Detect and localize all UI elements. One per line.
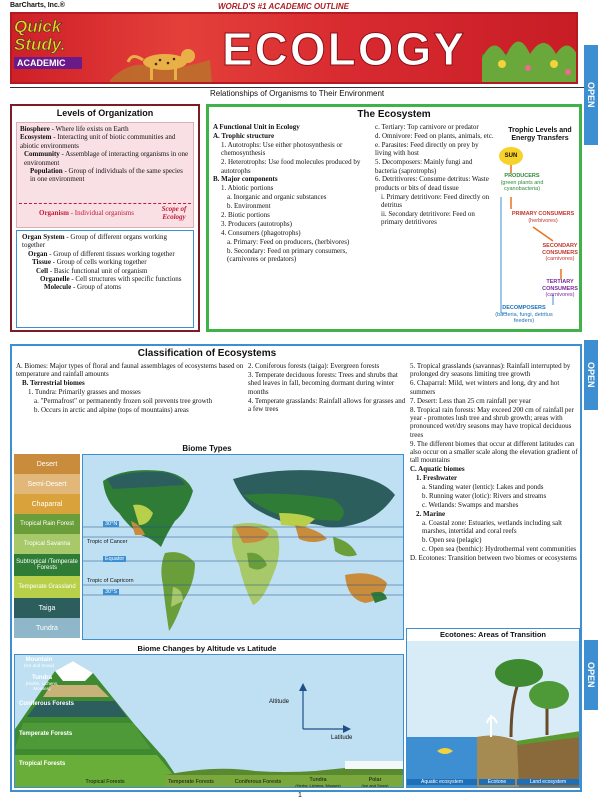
- level-molecule: Molecule - Group of atoms: [44, 283, 121, 292]
- legend-subtropical-forests: Subtropical /Temperate Forests: [14, 554, 80, 576]
- classification-col1: A. Biomes: Major types of floral and faunal assemblages of ecosystems based on temperature and rainfall amounts B. Terrestrial biomes 1. Tundra: Primarily grasses and mosses a. "Permafrost" or permanently frozen soil prevents tree growth b. Occurs in arctic and alpine (tops of mountains) areas: [16, 362, 244, 415]
- level-organelle: Organelle - Cell structures with specific functions: [40, 275, 182, 284]
- side-tab-mid: [584, 340, 598, 410]
- scope-line: [19, 203, 191, 204]
- brand-study: Study.: [14, 35, 66, 54]
- side-tab-bottom: [584, 640, 598, 710]
- legend-chaparral: Chaparral: [14, 494, 80, 514]
- bottom-coniferous-label: Coniferous Forests: [234, 779, 282, 785]
- altitude-axis-label: Altitude: [269, 699, 290, 705]
- level-organism: Organism - Individual organisms: [39, 209, 134, 217]
- side-tab-bottom-label: OPEN: [586, 662, 596, 688]
- level-community: Community - Assemblage of interacting organisms in one environment: [24, 150, 189, 167]
- level-ecosystem: Ecosystem - Interacting unit of biotic communities and abiotic environments: [20, 133, 176, 150]
- ecosystem-title: The Ecosystem: [357, 109, 431, 120]
- bottom-temperate-label: Temperate Forests: [168, 779, 214, 785]
- lat-30s-label: 30°S: [105, 589, 117, 595]
- equator-label: Equator: [105, 556, 125, 562]
- legend-tundra: Tundra: [14, 618, 80, 638]
- trophic-diagram: [493, 145, 583, 331]
- side-tab-top: [584, 45, 598, 145]
- tropic-cancer-label: Tropic of Cancer: [87, 539, 128, 545]
- legend-temperate-grassland: Temperate Grassland: [14, 576, 80, 598]
- ecotones-box: [406, 628, 580, 788]
- legend-taiga: Taiga: [14, 598, 80, 618]
- trophic-title: Trophic Levels and Energy Transfers: [508, 127, 572, 142]
- aquatic-ecosystem-label: Aquatic ecosystem: [407, 779, 477, 785]
- latitude-axis-label: Latitude: [331, 735, 353, 741]
- page-title: ECOLOGY: [222, 23, 467, 75]
- lat-30n-label: 30°N: [105, 521, 118, 527]
- bottom-polar-label: Polar (Ice and Snow): [361, 777, 389, 788]
- classification-panel: [10, 344, 582, 792]
- legend-tropical-savanna: Tropical Savanna: [14, 534, 80, 554]
- page-number: 1: [298, 792, 302, 799]
- ecosystem-panel: [206, 104, 582, 332]
- world-map: [82, 454, 404, 640]
- altitude-title: Biome Changes by Altitude vs Latitude: [137, 644, 277, 653]
- alt-mountain-label: Mountain (Ice and Snow): [23, 657, 55, 668]
- legend-tropical-rain-forest: Tropical Rain Forest: [14, 514, 80, 534]
- secondary-consumers-node: SECONDARY CONSUMERS (carnivores): [542, 243, 578, 262]
- classification-col3: 5. Tropical grasslands (savannas): Rainfall interrupted by prolonged dry seasons limiting tree growth 6. Chaparral: Mild, wet winters and long, dry and hot summers 7. Desert: Less than 25 cm rainfall per year 8. Tropical rain forests: May exceed 200 cm of rainfall per year - promotes lush tree and shrub growth; areas with pronounced wet/dry seasons may have tropical deciduous trees 9. The different biomes that occur at different latitudes can also occur on a smaller scale along the elevation gradient of tall mountains C. Aquatic biomes 1. Freshwater a. Standing water (lentic): Lakes and ponds b. Running water (lotic): Rivers and streams c. Wetlands: Swamps and marshes 2. Marine a. Coastal zone: Estuaries, wetlands including salt marshes, intertidal and coral reefs b. Open sea (pelagic) c. Open sea (benthic): Hydrothermal vent communities D. Ecotones: Transition between two biomes or ecosystems: [410, 362, 578, 562]
- levels-upper: [16, 122, 194, 228]
- land-ecosystem-label: Land ecosystem: [517, 779, 579, 785]
- alt-temperate-label: Temperate Forests: [19, 731, 73, 737]
- ecosystem-col2: c. Tertiary: Top carnivore or predator d. Omnivore: Feed on plants, animals, etc. e. Parasites: Feed directly on prey by living with host 5. Decomposers: Mainly fungi and bacteria (saprotrophs) 6. Detritivores: Consume detritus: Waste products or bits of dead tissue i. Primary detritivore: Feed directly on detritus ii. Secondary detritivore: Feed on primary detritivores: [375, 123, 494, 227]
- producers-node: PRODUCERS (green plants and cyanobacteria): [495, 173, 549, 193]
- levels-title: Levels of Organization: [56, 108, 154, 118]
- biome-map-title: Biome Types: [182, 444, 232, 453]
- altitude-diagram: [14, 654, 404, 788]
- publisher: BarCharts, Inc.®: [10, 2, 65, 9]
- bottom-tundra-label: Tundra (Herbs, Lichens, Mosses): [295, 777, 341, 788]
- leopard-image: [110, 30, 212, 84]
- level-biosphere: Biosphere - Where life exists on Earth: [20, 125, 129, 133]
- tropic-capricorn-label: Tropic of Capricorn: [87, 578, 134, 584]
- biome-legend: [14, 454, 80, 640]
- ecotones-title: Ecotones: Areas of Transition: [440, 630, 546, 639]
- scope-label: Scope of Ecology: [161, 205, 187, 222]
- sun-node: SUN: [499, 147, 523, 165]
- levels-panel: [10, 104, 200, 332]
- level-population: Population - Group of individuals of the same species in one environment: [30, 167, 183, 184]
- levels-lower: [16, 230, 194, 328]
- side-tab-mid-label: OPEN: [586, 362, 596, 388]
- tertiary-consumers-node: TERTIARY CONSUMERS (carnivores): [542, 279, 578, 298]
- alt-coniferous-label: Coniferous Forests: [19, 701, 75, 707]
- ecotone-label: Ecotone: [479, 779, 515, 785]
- classification-title: Classification of Ecosystems: [137, 348, 277, 359]
- side-tab-top-label: OPEN: [586, 82, 596, 108]
- tagline: WORLD'S #1 ACADEMIC OUTLINE: [218, 2, 349, 11]
- header-banner: [10, 12, 578, 84]
- level-tissue: Tissue - Group of cells working together: [32, 258, 147, 267]
- alt-tropical-label: Tropical Forests: [19, 761, 66, 767]
- brand-quick: Quick: [14, 17, 62, 36]
- level-cell: Cell - Basic functional unit of organism: [36, 266, 148, 275]
- primary-consumers-node: PRIMARY CONSUMERS (herbivores): [511, 211, 575, 224]
- level-organ: Organ - Group of different tissues working together: [28, 249, 175, 258]
- classification-col2: 2. Coniferous forests (taiga): Evergreen forests 3. Temperate deciduous forests: Trees and shrubs that shed leaves in fall, becoming dormant during winter months 4. Temperate grasslands: Rainfall allows for grasses and a few trees: [248, 362, 406, 414]
- brand-block: [14, 18, 86, 80]
- decomposers-node: DECOMPOSERS (bacteria, fungi, detritus feeders): [495, 305, 553, 324]
- alt-tundra-label: Tundra (Herbs, Lichens, Mosses): [25, 675, 59, 691]
- foliage-image: [482, 14, 578, 82]
- legend-semi-desert: Semi-Desert: [14, 474, 80, 494]
- ecosystem-col1: A Functional Unit in Ecology A. Trophic structure 1. Autotrophs: Use either photosynthesis or chemosynthesis 2. Heterotrophs: Use food molecules produced by autotrophs B. Major components 1. Abiotic portions a. Inorganic and organic substances b. Environment 2. Biotic portions 3. Producers (autotrophs) 4. Consumers (phagotrophs) a. Primary: Feed on producers, (herbivores) b. Secondary: Feed on primary consumers, (carnivores or predators): [213, 123, 361, 264]
- subtitle: Relationships of Organisms to Their Environment: [210, 89, 385, 98]
- level-organ-system: Organ System - Group of different organs working together: [22, 233, 167, 250]
- bottom-tropical-label: Tropical Forests: [85, 779, 125, 785]
- brand-academic: ACADEMIC: [14, 57, 82, 69]
- subtitle-rule: [10, 87, 588, 88]
- legend-desert: Desert: [14, 454, 80, 474]
